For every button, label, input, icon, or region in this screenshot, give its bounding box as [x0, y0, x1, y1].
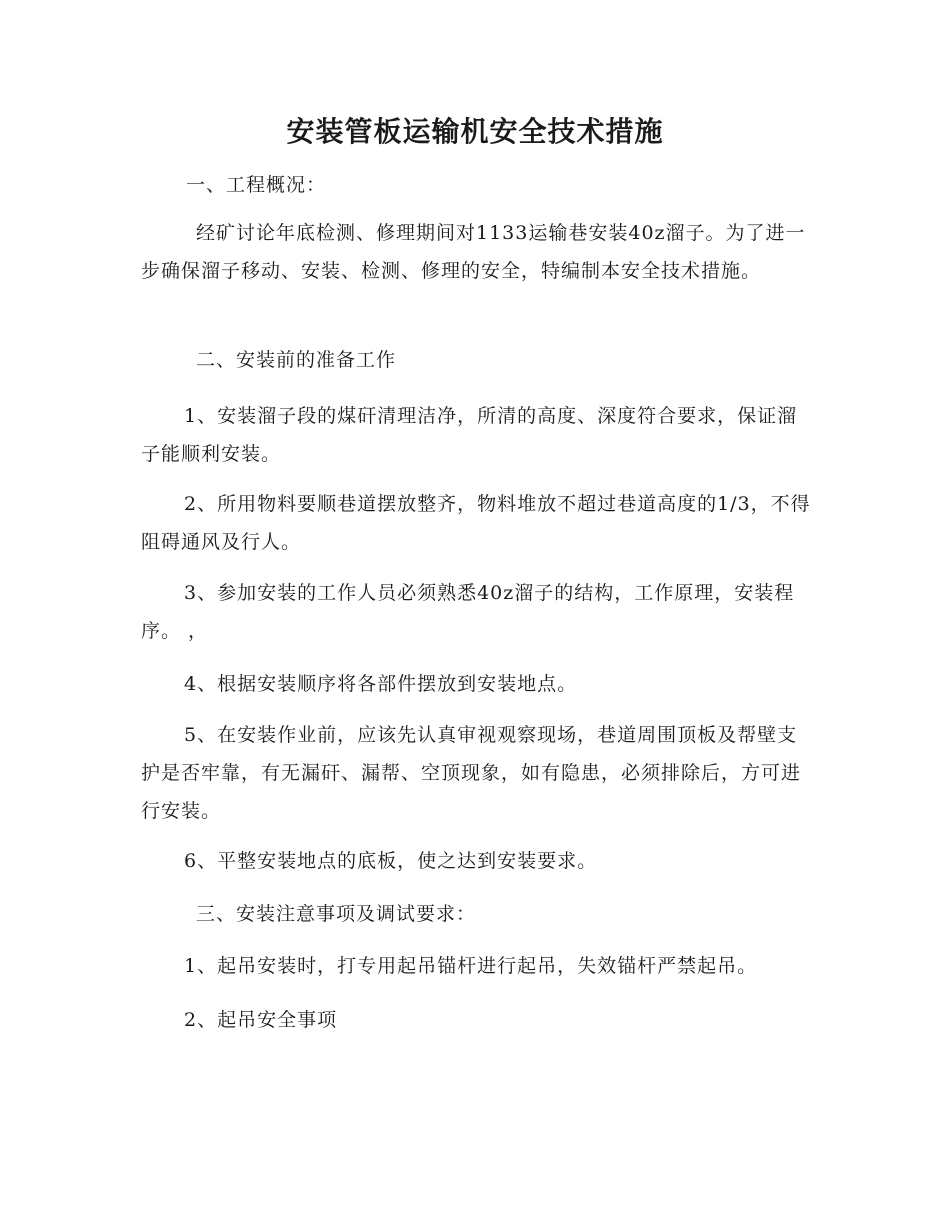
section-heading-preparation: 二、安装前的准备工作: [196, 349, 397, 371]
paragraph-prep-item-4: 4、根据安装顺序将各部件摆放到安装地点。: [184, 673, 578, 695]
paragraph-overview: 经矿讨论年底检测、修理期间对1133运输巷安装40z溜子。为了进一步确保溜子移动、安装、检测、修理的安全，特编制本安全技术措施。: [141, 222, 806, 282]
paragraph-prep-item-1: 1、安装溜子段的煤矸清理洁净，所清的高度、深度符合要求，保证溜子能顺利安装。: [141, 405, 798, 465]
paragraph-prep-item-2: 2、所用物料要顺巷道摆放整齐，物料堆放不超过巷道高度的1/3，不得阻碍通风及行人。: [141, 493, 811, 553]
page-title: 安装管板运输机安全技术措施: [286, 115, 664, 148]
paragraph-install-item-1: 1、起吊安装时，打专用起吊锚杆进行起吊，失效锚杆严禁起吊。: [184, 955, 758, 977]
paragraph-prep-item-3: 3、参加安装的工作人员必须熟悉40z溜子的结构，工作原理，安装程序。 ，: [141, 582, 795, 642]
paragraph-install-item-2: 2、起吊安全事项: [184, 1009, 338, 1031]
paragraph-prep-item-5: 5、在安装作业前，应该先认真审视观察现场，巷道周围顶板及帮壁支护是否牢靠，有无漏矸、漏帮、空顶现象，如有隐患，必须排除后，方可进行安装。: [141, 724, 802, 822]
paragraph-prep-item-6: 6、平整安装地点的底板，使之达到安装要求。: [184, 850, 598, 872]
section-heading-overview: 一、工程概况：: [186, 174, 327, 196]
section-heading-install-notes: 三、安装注意事项及调试要求：: [196, 903, 477, 925]
